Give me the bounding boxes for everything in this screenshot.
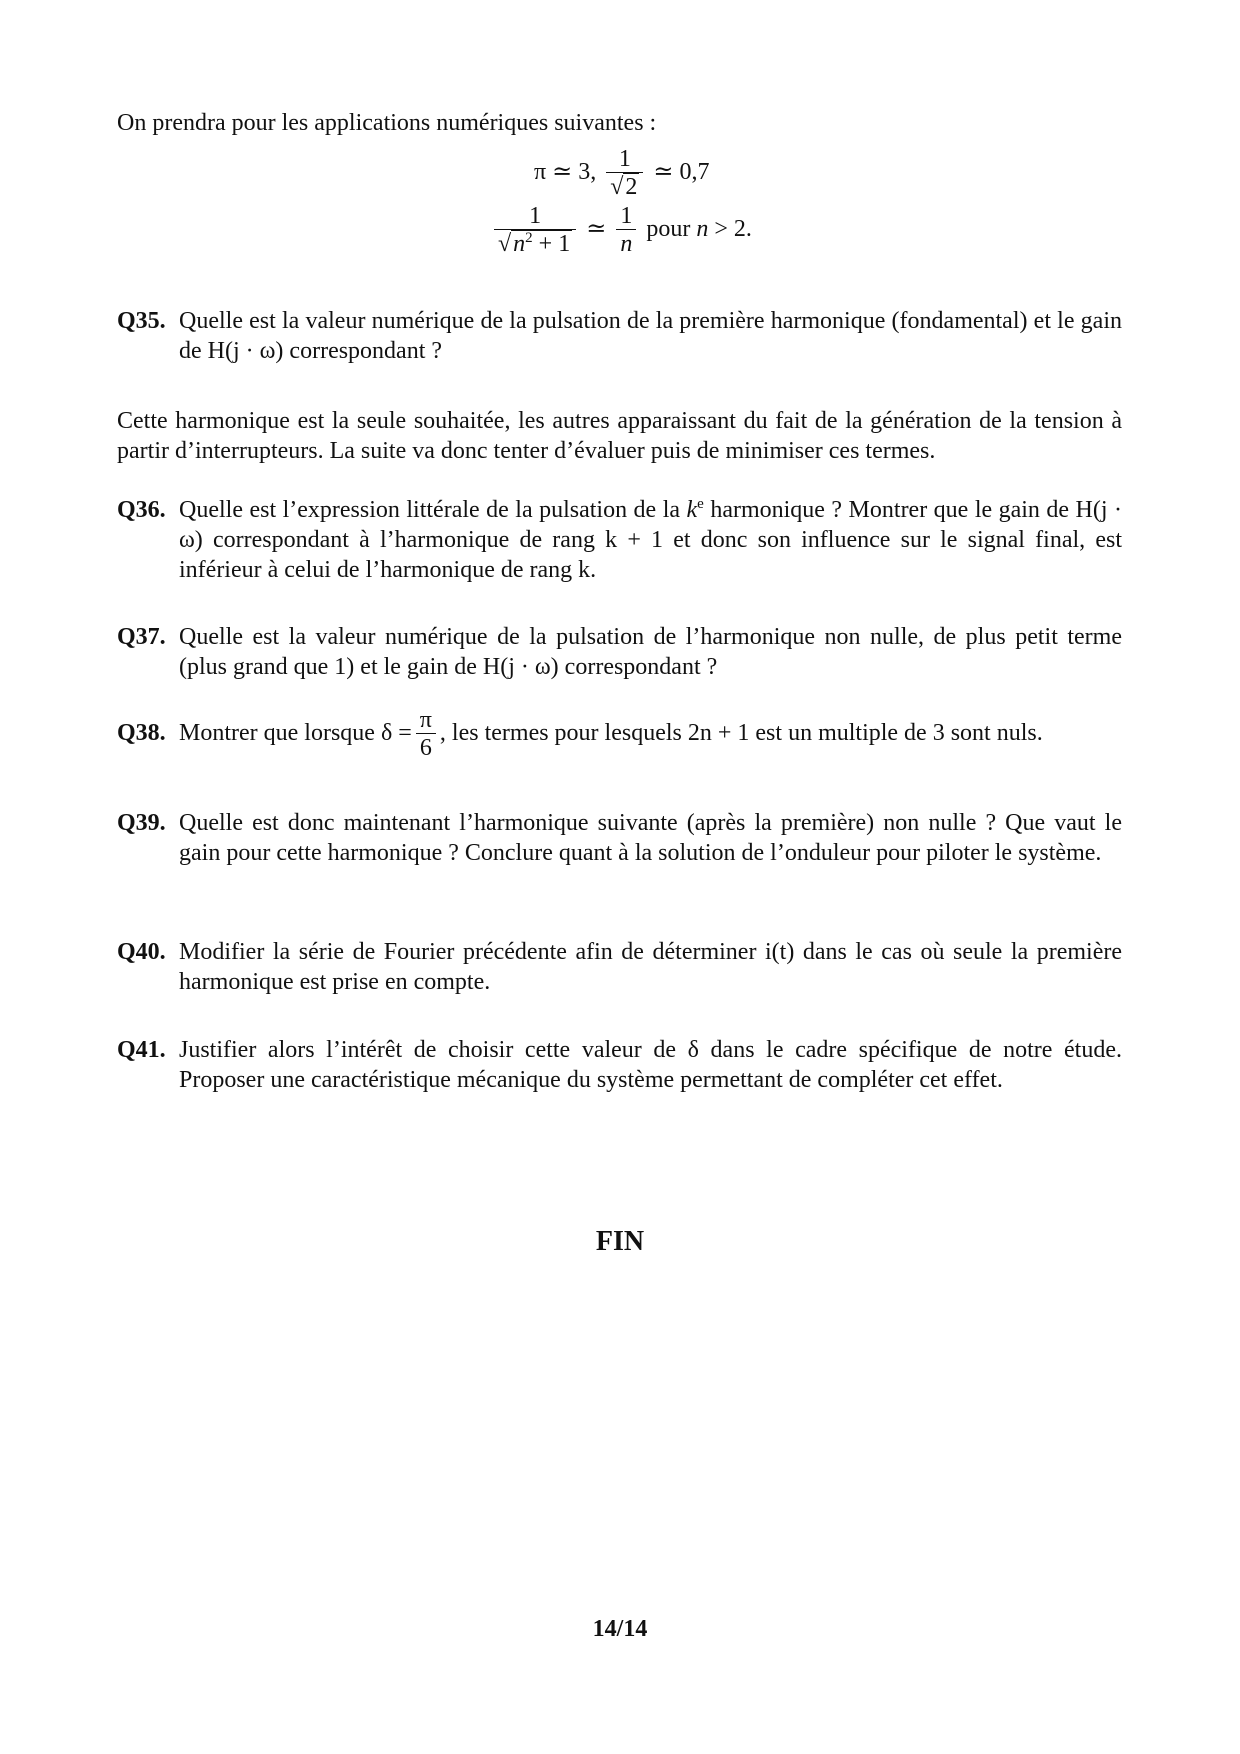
question-number: Q40. xyxy=(117,939,166,965)
fraction-denominator: 6 xyxy=(416,733,436,762)
question-number: Q37. xyxy=(117,624,166,650)
approximation-equation-2 xyxy=(490,203,752,258)
intro-paragraph: On prendra pour les applications numériques suivantes : xyxy=(117,110,657,136)
question-text: Quelle est la valeur numérique de la pulsation de l’harmonique non nulle, de plus petit terme (plus grand que 1) et le gain de H(j · ω) correspondant ? xyxy=(179,624,1122,680)
question-text: Quelle est donc maintenant l’harmonique suivante (après la première) non nulle ? Que vaut le gain pour cette harmonique ? Conclure quant à la solution de l’onduleur pour piloter le système. xyxy=(179,810,1122,866)
approximation-equation-1 xyxy=(534,146,710,201)
question-text: Justifier alors l’intérêt de choisir cette valeur de δ dans le cadre spécifique de notre étude. Proposer une caractéristique mécanique du système permettant de compléter cet effet. xyxy=(179,1037,1122,1093)
question-number: Q41. xyxy=(117,1037,166,1063)
question-41 xyxy=(117,1035,1122,1095)
sqrt-radicand: 2 xyxy=(625,174,638,200)
question-number: Q39. xyxy=(117,810,166,836)
question-text: Modifier la série de Fourier précédente afin de déterminer i(t) dans le cas où seule la première harmonique est prise en compte. xyxy=(179,939,1122,995)
inverse-sqrt-fraction xyxy=(494,203,576,258)
sqrt-radicand: $n^2 + 1$ xyxy=(513,230,571,257)
question-37 xyxy=(117,622,1122,682)
sqrt-symbol: $√n^2 + 1$ xyxy=(498,230,571,257)
pi-over-6-fraction xyxy=(416,707,436,762)
transition-paragraph: Cette harmonique est la seule souhaitée, les autres apparaissant du fait de la génération de la tension à partir d’interrupteurs. La suite va donc tenter d’évaluer puis de minimiser ces termes. xyxy=(117,408,1122,464)
question-number: Q36. xyxy=(117,497,166,523)
inverse-n-fraction xyxy=(616,203,636,258)
question-38 xyxy=(117,706,1122,762)
fraction-numerator: π xyxy=(419,706,432,733)
approx-symbol: ≃ xyxy=(586,216,607,243)
question-text: Montrer que lorsque δ = $\frac{\pi}{6}$ , les termes pour lesquels 2n + 1 est un multiple de 3 sont nuls. xyxy=(179,706,1043,761)
approximation-result: ≃ 0,7 xyxy=(653,159,710,186)
question-35 xyxy=(117,306,1122,366)
sqrt-symbol: √2 xyxy=(610,174,638,200)
pi-approximation: π ≃ 3, xyxy=(534,159,597,186)
question-number: Q35. xyxy=(117,308,166,334)
fraction-denominator xyxy=(494,229,576,258)
fraction-denominator: n xyxy=(616,229,636,258)
question-40 xyxy=(117,937,1122,997)
condition-text: pour n > 2. xyxy=(646,216,752,243)
question-text: Quelle est l’expression littérale de la pulsation de la $k^e$ harmonique ? Montrer que le gain de H(j · ω) correspondant à l’harmonique de rang k + 1 et donc son influence sur le signal final, est inférieur à celui de l’harmonique de rang k. xyxy=(179,496,1123,583)
fraction-numerator: 1 xyxy=(620,203,633,229)
end-marker: FIN xyxy=(595,1226,645,1257)
page-number: 14/14 xyxy=(592,1616,648,1642)
question-number: Q38. xyxy=(117,720,166,746)
question-text: Quelle est la valeur numérique de la pulsation de la première harmonique (fondamental) et le gain de H(j · ω) correspondant ? xyxy=(179,308,1122,364)
fraction-numerator: 1 xyxy=(529,203,542,229)
fraction-denominator xyxy=(606,172,643,201)
inverse-sqrt2-fraction xyxy=(606,146,643,201)
fraction-numerator: 1 xyxy=(618,146,631,172)
question-36 xyxy=(117,495,1122,585)
question-39 xyxy=(117,808,1122,868)
